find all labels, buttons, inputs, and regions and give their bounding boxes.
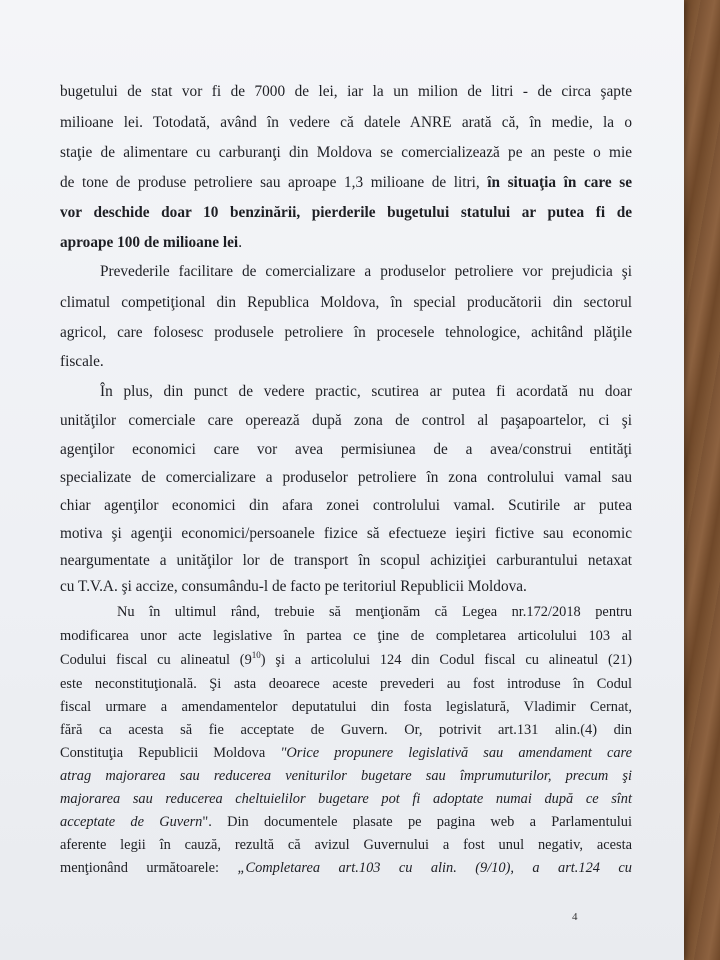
italic-text: atrag majorarea sau reducerea veniturilor bugetare sau împrumuturilor, precum şi (60, 768, 632, 784)
italic-text: „Completarea art.103 cu alin. (9/10), a art.124 cu (237, 860, 632, 876)
text-span: ) şi a articolului 124 din Codul fiscal cu alineatul (21) (260, 652, 632, 668)
text-line: este neconstituţională. Şi asta deoarece aceste prevederi au fost introduse în Codul (60, 676, 632, 692)
text-line: staţie de alimentare cu carburanţi din Moldova se comercializează pe an peste o mie (60, 144, 632, 161)
text-span: menţionând următoarele: (60, 860, 238, 876)
text-line: chiar agenţilor economici din afara zonei controlului vamal. Scutirile ar putea (60, 497, 632, 514)
text-line: unităţilor comerciale care operează după zona de control al paşapoartelor, ci şi (60, 412, 632, 429)
text-span: ". Din documentele plasate pe pagina web a Parlamentului (202, 814, 632, 830)
italic-text: "Orice propunere legislativă sau amendament care (280, 745, 632, 761)
italic-text: acceptate de Guvern (60, 814, 203, 830)
text-line (60, 203, 632, 223)
text-line: agenţilor economici care vor avea permisiunea de a avea/construi entităţi (60, 441, 632, 458)
text-line (60, 173, 632, 193)
text-line: climatul competiţional din Republica Moldova, în special producătorii din sectorul (60, 294, 632, 311)
text-line (60, 743, 632, 763)
text-line: fiscale. (60, 353, 104, 370)
text-line: motiva şi agenţii economici/persoanele fizice să efectueze ieşiri fictive sau economic (60, 525, 632, 542)
text-line (60, 650, 632, 670)
text-span: Codului fiscal cu alineatul (9 (60, 652, 252, 668)
text-line: specializate de comercializare a produselor petroliere în zona controlului vamal sau (60, 469, 632, 486)
bold-text: în situaţia în care se (487, 174, 632, 191)
text-line (60, 233, 632, 253)
text-line: agricol, care folosesc produsele petroliere în procesele tehnologice, achitând plăţile (60, 324, 632, 341)
superscript: 10 (251, 650, 261, 661)
text-line: modificarea unor acte legislative în partea ce ţine de completarea articolului 103 al (60, 628, 632, 644)
text-line: aferente legii în cauză, rezultă că avizul Guvernului a fost unul negativ, acesta (60, 837, 632, 853)
text-line: Prevederile facilitare de comercializare a produselor petroliere vor prejudicia şi (100, 263, 632, 280)
text-line: cu T.V.A. şi accize, consumându-l de facto pe teritoriul Republicii Moldova. (60, 578, 527, 595)
text-line: Nu în ultimul rând, trebuie să menţionăm că Legea nr.172/2018 pentru (117, 604, 632, 620)
text-span: . (238, 234, 243, 251)
text-line (60, 812, 632, 832)
text-span: Constituţia Republicii Moldova (60, 745, 281, 761)
text-line: fără ca acesta să fie acceptate de Guvern. Or, potrivit art.131 alin.(4) din (60, 722, 632, 738)
text-line (60, 766, 632, 786)
text-span: de tone de produse petroliere sau aproape 1,3 milioane de litri, (60, 174, 488, 191)
text-line (60, 858, 632, 878)
bold-text: vor deschide doar 10 benzinării, pierderile bugetului statului ar putea fi de (60, 204, 632, 221)
text-line: milioane lei. Totodată, având în vedere că datele ANRE arată că, în medie, la o (60, 114, 632, 131)
italic-text: majorarea sau reducerea cheltuielilor bugetare pot fi adoptate numai după ce sînt (60, 791, 632, 807)
text-line: bugetului de stat vor fi de 7000 de lei, iar la un milion de litri - de circa şapte (60, 83, 632, 100)
page-number: 4 (572, 911, 578, 923)
text-line: fiscal urmare a amendamentelor deputatului din fosta legislatură, Vladimir Cernat, (60, 699, 632, 715)
bold-text: aproape 100 de milioane lei (60, 234, 239, 251)
text-line: neargumentate a unităţilor lor de transport în scopul achiziţiei carburantului netaxat (60, 552, 632, 569)
text-line (60, 789, 632, 809)
text-line: În plus, din punct de vedere practic, scutirea ar putea fi acordată nu doar (100, 383, 632, 400)
